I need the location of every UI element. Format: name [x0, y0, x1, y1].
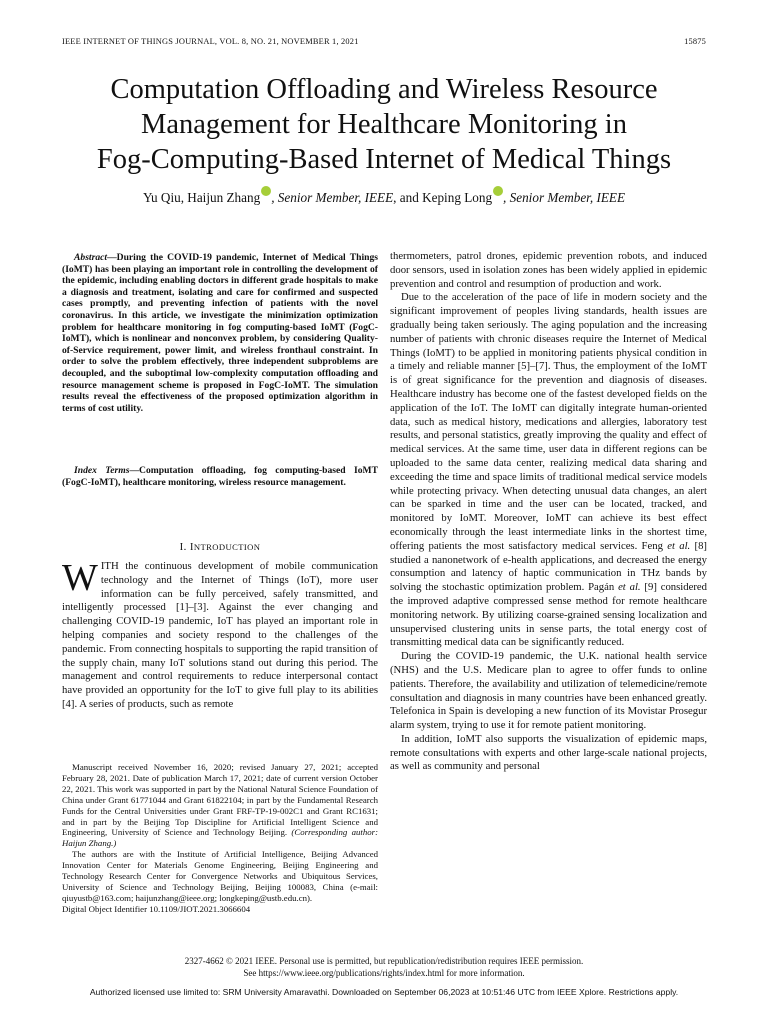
paragraph-2: Due to the acceleration of the pace of life in modern society and the significant improvement of peoples living standards, health issues are gradually being taken seriously. The aging population and the increasing number of patients with chronic diseases require the Internet of Medical Things (IoMT) to be applied in monitoring patients physical condition in a timely and reliable manner [5]–[7]. Thus, the employment of the IoMT is of great significance for the prevention and diagnosis of diseases. Healthcare industry has become one of the fastest developed fields on the application of the IoT. The IoMT can digitally integrate human-oriented data, such as medical history, medications and allergies, laboratory test results, and personal statistics, greatly improving the quality and effect of medical services. At the same time, user data in different regions can be uploaded to the same data center, realizing medical data sharing and exceeding the time and space limits of traditional medical service models while protecting privacy. When detecting unusual data changes, an alert can be sparked in time and the user can be located, tracked, and monitored by IoMT. Moreover, IoMT can achieve its best effect economically through the least intermediate links in the shortest time, offering patients the most satisfactory medical services. Feng et al. [8] studied a nanonetwork of e-health applications, and decreased the energy consumption and latency of haptic communication in THz bands by solving the stochastic optimization problem. Pagán et al. [9] considered the improved adaptive compressed sense method for remote healthcare monitoring network. By utilizing coarse-grained sensing localization and unsupervised clustering units in sense parts, the total energy cost of transmitting medical data can be significantly reduced.	[390, 291, 707, 649]
abstract-text: —During the COVID-19 pandemic, Internet of Medical Things (IoMT) has been playing an important role in controlling the development of the epidemic, including enabling doctors in different grade hospitals to make a diagnosis and treatment, isolating and care for confirmed and suspected cases promptly, and preventing infection of patients with the novel coronavirus. In this article, we investigate the minimization optimization problem for healthcare monitoring in fog computing-based IoMT (FogC-IoMT), which is nonlinear and nonconvex problem, by considering Quality-of-Service requirement, power limit, and wireless fronthaul constraint. In order to solve the problem effectively, three independent subproblems are decoupled, and the suboptimal low-complexity computation offloading and resource management scheme is proposed in FogC-IoMT. The simulation results reveal the effectiveness of the proposed optimization algorithm in terms of cost utility.	[62, 252, 378, 414]
right-column	[390, 250, 707, 774]
doi-line: Digital Object Identifier 10.1109/JIOT.2021.3066604	[62, 903, 251, 914]
author-line	[40, 186, 728, 206]
paragraph-1: thermometers, patrol drones, epidemic prevention robots, and induced door sensors, used in isolation zones has been widely applied in epidemic prevention and control and resumption of production and work.	[390, 250, 707, 290]
title-line-1: Computation Offloading and Wireless Resource	[110, 74, 658, 105]
orcid-icon[interactable]	[261, 186, 271, 196]
footnote	[62, 762, 378, 915]
orcid-icon[interactable]	[493, 186, 503, 196]
et-al: et al.	[667, 539, 691, 552]
section-first-letter: I	[189, 541, 194, 553]
index-terms-label: Index Terms	[74, 465, 130, 476]
intro-paragraph: ITH the continuous development of mobile communication technology and the Internet of Things (IoT), more user information can be fully perceived, safely transmitted, and intelligently processed [1]–[3]. Against the ever changing and challenging COVID-19 pandemic, IoT has played an important role in helping companies and society respond to the challenges of the pandemic. From connecting hospitals to supporting the rapid transition of the supply chain, many IoT solutions stand out during this period. The management and control requirements to reduce interpersonal contact have provided an opportunity for the IoT to give full play to its abilities [4]. A series of products, such as remote	[62, 560, 378, 710]
introduction-body	[62, 557, 378, 712]
section-number: I.	[179, 541, 190, 553]
title-line-3: Fog-Computing-Based Internet of Medical Things	[96, 144, 672, 175]
section-heading	[62, 541, 378, 553]
section-rest: NTRODUCTION	[193, 542, 261, 552]
rights-link[interactable]: See https://www.ieee.org/publications/rights/index.html for more information.	[243, 967, 525, 978]
license-notice: Authorized licensed use limited to: SRM University Amaravathi. Downloaded on September 06,2023 at 10:51:46 UTC from IEEE Xplore. Restrictions apply.	[89, 987, 679, 997]
index-terms	[62, 465, 378, 488]
corresponding-author: (Corresponding author: Haijun Zhang.)	[62, 827, 379, 849]
affiliation-note: The authors are with the Institute of Artificial Intelligence, Beijing Advanced Innovation Center for Materials Genome Engineering, Beijing Engineering and Technology Research Center for Convergence Networks and Ubiquitous Services, University of Science and Technology Beijing, Beijing 100083, China (e-mail: qiuyustb@163.com; haijunzhang@ieee.org; longkeping@ustb.edu.cn).	[62, 849, 378, 903]
manuscript-note: Manuscript received November 16, 2020; revised January 27, 2021; accepted February 28, 2021. Date of publication March 17, 2021; date of current version October 22, 2021. This work was supported in part by the National Natural Science Foundation of China under Grant 61771044 and Grant 61822104; in part by the Fundamental Research Funds for the Central Universities under Grant FRF-TP-19-002C1 and Grant RC1631; and in part by the Beijing Top Discipline for Artificial Intelligent Science and Engineering, University of Science and Technology Beijing.	[62, 762, 378, 838]
abstract-label: Abstract	[74, 252, 108, 263]
paragraph-4: In addition, IoMT also supports the visualization of epidemic maps, remote consultations with experts and other large-scale national projects, as well as community and personal	[390, 732, 707, 773]
paper-title	[40, 72, 728, 177]
author-names-2: , and Keping Long	[393, 190, 493, 205]
author-names-1: Yu Qiu, Haijun Zhang	[142, 190, 261, 205]
copyright-line: 2327-4662 © 2021 IEEE. Personal use is permitted, but republication/redistribution requires IEEE permission.	[184, 956, 584, 966]
running-header: IEEE INTERNET OF THINGS JOURNAL, VOL. 8, NO. 21, NOVEMBER 1, 2021	[62, 37, 359, 46]
copyright-footer	[0, 956, 768, 979]
abstract	[62, 252, 378, 414]
index-terms-text: —Computation offloading, fog computing-based IoMT (FogC-IoMT), healthcare monitoring, wireless resource management.	[62, 465, 378, 488]
et-al: et al.	[618, 581, 641, 594]
page-number: 15875	[684, 37, 706, 46]
title-line-2: Management for Healthcare Monitoring in	[141, 109, 627, 140]
paragraph-3: During the COVID-19 pandemic, the U.K. national health service (NHS) and the U.S. Medicare plan to agree to offer funds to online patients. Therefore, the availability and utilization of telemedicine/remote consultation and diagnosis in many countries have been enhanced greatly. Telefonica in Spain is developing a new function of its Movistar Prosegur alarm system, trying to use it for remote patient monitoring.	[390, 650, 707, 732]
drop-cap: W	[62, 557, 98, 599]
author-2-member: , Senior Member, IEEE	[503, 190, 625, 205]
author-1-member: , Senior Member, IEEE	[271, 190, 394, 205]
